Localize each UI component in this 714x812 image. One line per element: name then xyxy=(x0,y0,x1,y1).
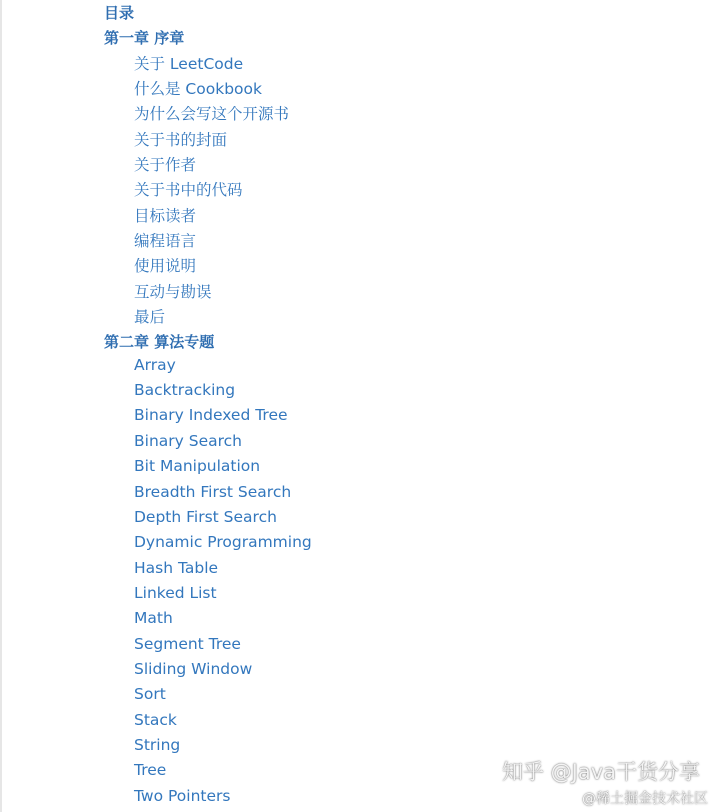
toc-link-bit-manipulation[interactable]: Bit Manipulation xyxy=(134,457,261,475)
toc-link-target-readers[interactable]: 目标读者 xyxy=(134,207,197,225)
toc-link-math[interactable]: Math xyxy=(134,609,173,627)
toc-link-code-in-book[interactable]: 关于书中的代码 xyxy=(134,181,243,199)
toc-link-segment-tree[interactable]: Segment Tree xyxy=(134,635,241,653)
toc-link-backtracking[interactable]: Backtracking xyxy=(134,381,236,399)
zhihu-watermark: 知乎 @Java干货分享 xyxy=(501,760,700,784)
toc-title: 目录 xyxy=(104,4,135,22)
toc-link-programming-language[interactable]: 编程语言 xyxy=(134,232,197,250)
toc-link-why-open-source[interactable]: 为什么会写这个开源书 xyxy=(134,105,290,123)
toc-link-two-pointers[interactable]: Two Pointers xyxy=(134,787,231,805)
toc-link-sort[interactable]: Sort xyxy=(134,685,166,703)
toc-link-binary-search[interactable]: Binary Search xyxy=(134,432,242,450)
toc-link-tree[interactable]: Tree xyxy=(134,761,167,779)
toc-link-hash-table[interactable]: Hash Table xyxy=(134,559,219,577)
page-left-border xyxy=(0,0,2,812)
toc-link-breadth-first-search[interactable]: Breadth First Search xyxy=(134,483,292,501)
toc-link-depth-first-search[interactable]: Depth First Search xyxy=(134,508,277,526)
chapter-2-title[interactable]: 第二章 算法专题 xyxy=(104,333,215,351)
toc-link-sliding-window[interactable]: Sliding Window xyxy=(134,660,253,678)
toc-link-finally[interactable]: 最后 xyxy=(134,308,166,326)
toc-link-binary-indexed-tree[interactable]: Binary Indexed Tree xyxy=(134,406,288,424)
toc-link-stack[interactable]: Stack xyxy=(134,711,177,729)
toc-link-about-author[interactable]: 关于作者 xyxy=(134,156,197,174)
toc-link-what-is-cookbook[interactable]: 什么是 Cookbook xyxy=(134,80,262,98)
toc-link-string[interactable]: String xyxy=(134,736,181,754)
toc-link-array[interactable]: Array xyxy=(134,356,176,374)
toc-link-dynamic-programming[interactable]: Dynamic Programming xyxy=(134,533,312,551)
toc-link-about-leetcode[interactable]: 关于 LeetCode xyxy=(134,55,244,73)
juejin-watermark: @稀土掘金技术社区 xyxy=(582,791,708,807)
toc-link-usage[interactable]: 使用说明 xyxy=(134,257,197,275)
toc-link-interaction-errata[interactable]: 互动与勘误 xyxy=(134,283,212,301)
chapter-1-title[interactable]: 第一章 序章 xyxy=(104,29,185,47)
toc-link-linked-list[interactable]: Linked List xyxy=(134,584,217,602)
toc-link-book-cover[interactable]: 关于书的封面 xyxy=(134,131,228,149)
